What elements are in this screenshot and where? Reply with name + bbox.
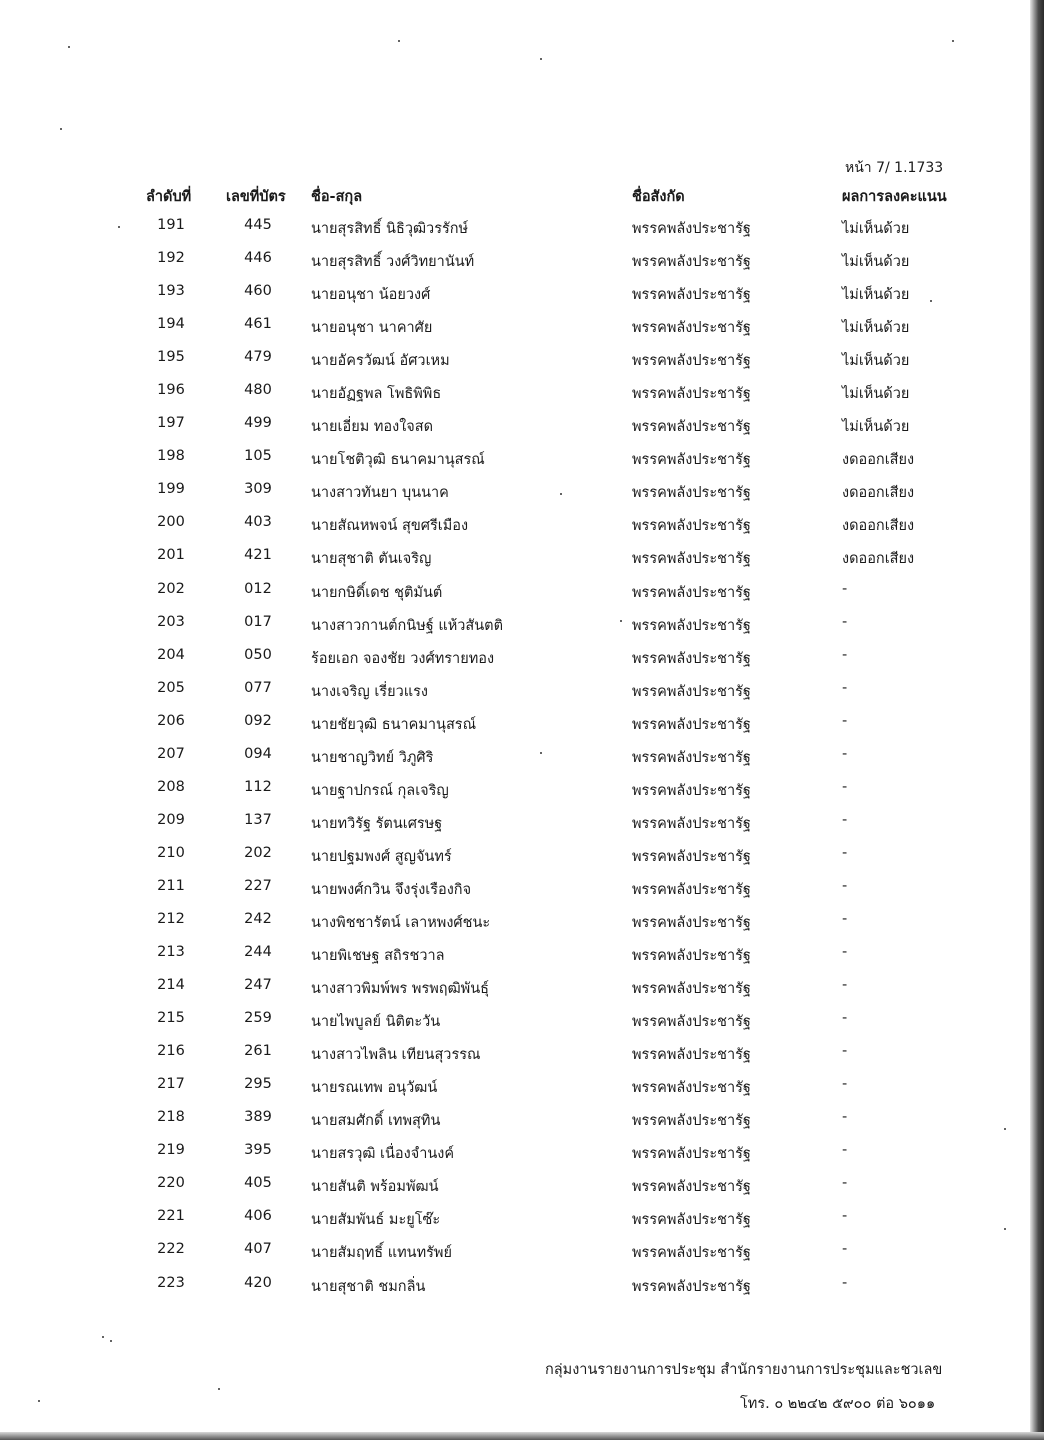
vote-result: - xyxy=(842,646,848,663)
member-name: นายเอี่ยม ทองใจสด xyxy=(311,419,434,436)
member-name: นายรณเทพ อนุวัฒน์ xyxy=(311,1080,438,1097)
member-name: นายสัณหพจน์ สุขศรีเมือง xyxy=(311,518,469,535)
row-number: 198 xyxy=(157,448,185,465)
table-row xyxy=(0,211,1044,244)
party-name: พรรคพลังประชารัฐ xyxy=(632,749,751,766)
vote-result: - xyxy=(842,811,848,828)
scan-speck xyxy=(218,1388,220,1390)
table-row xyxy=(0,1169,1044,1202)
vote-result: งดออกเสียง xyxy=(842,551,915,568)
vote-result: - xyxy=(842,613,848,630)
card-number: 480 xyxy=(244,382,272,399)
party-name: พรรคพลังประชารัฐ xyxy=(632,1179,751,1196)
member-name: ร้อยเอก จองชัย วงศ์ทรายทอง xyxy=(311,650,495,667)
table-row xyxy=(0,674,1044,707)
table-row xyxy=(0,541,1044,574)
member-name: นายสัมพันธ์ มะยูโซ๊ะ xyxy=(311,1212,441,1229)
member-name: นางสาวพิมพ์พร พรพฤฒิพันธุ์ xyxy=(311,981,490,998)
party-name: พรรคพลังประชารัฐ xyxy=(632,320,751,337)
party-name: พรรคพลังประชารัฐ xyxy=(632,914,751,931)
party-name: พรรคพลังประชารัฐ xyxy=(632,1146,751,1163)
table-row xyxy=(0,310,1044,343)
table-row xyxy=(0,376,1044,409)
vote-result: - xyxy=(842,944,848,961)
party-name: พรรคพลังประชารัฐ xyxy=(632,1278,751,1295)
party-name: พรรคพลังประชารัฐ xyxy=(632,254,751,271)
party-name: พรรคพลังประชารัฐ xyxy=(632,551,751,568)
vote-result: ไม่เห็นด้วย xyxy=(842,419,910,436)
vote-result: - xyxy=(842,1241,848,1258)
member-name: นายพิเชษฐ สถิรชวาล xyxy=(311,948,445,965)
row-number: 223 xyxy=(157,1274,185,1291)
table-row xyxy=(0,1235,1044,1268)
vote-result: - xyxy=(842,1175,848,1192)
row-number: 221 xyxy=(157,1208,185,1225)
table-row xyxy=(0,508,1044,541)
member-name: นายปฐมพงศ์ สูญจันทร์ xyxy=(311,848,452,865)
vote-result: งดออกเสียง xyxy=(842,485,915,502)
card-number: 242 xyxy=(244,910,272,927)
row-number: 204 xyxy=(157,646,185,663)
row-number: 203 xyxy=(157,613,185,630)
table-row xyxy=(0,707,1044,740)
card-number: 227 xyxy=(244,877,272,894)
party-name: พรรคพลังประชารัฐ xyxy=(632,353,751,370)
party-name: พรรคพลังประชารัฐ xyxy=(632,386,751,403)
member-name: นายโชติวุฒิ ธนาคมานุสรณ์ xyxy=(311,452,485,469)
vote-result: งดออกเสียง xyxy=(842,518,915,535)
table-row xyxy=(0,1037,1044,1070)
party-name: พรรคพลังประชารัฐ xyxy=(632,782,751,799)
member-name: นายอนุชา น้อยวงศ์ xyxy=(311,287,431,304)
page-reference: หน้า 7/ 1.1733 xyxy=(845,160,944,176)
table-row xyxy=(0,1070,1044,1103)
card-number: 421 xyxy=(244,547,272,564)
card-number: 094 xyxy=(244,745,272,762)
vote-result: ไม่เห็นด้วย xyxy=(842,254,910,271)
scan-speck xyxy=(952,40,954,42)
row-number: 218 xyxy=(157,1109,185,1126)
row-number: 194 xyxy=(157,316,185,333)
card-number: 092 xyxy=(244,712,272,729)
card-number: 259 xyxy=(244,1010,272,1027)
vote-result: - xyxy=(842,1208,848,1225)
card-number: 017 xyxy=(244,613,272,630)
member-name: นางสาวกานต์กนิษฐ์ แห้วสันตติ xyxy=(311,617,504,634)
card-number: 407 xyxy=(244,1241,272,1258)
row-number: 195 xyxy=(157,349,185,366)
table-row xyxy=(0,608,1044,641)
card-number: 295 xyxy=(244,1076,272,1093)
row-number: 197 xyxy=(157,415,185,432)
table-row xyxy=(0,343,1044,376)
scan-speck xyxy=(620,620,622,622)
card-number: 403 xyxy=(244,514,272,531)
vote-result: - xyxy=(842,778,848,795)
member-name: นางสาวทันยา บุนนาค xyxy=(311,485,449,502)
footer-phone: โทร. ๐ ๒๒๔๒ ๕๙๐๐ ต่อ ๖๐๑๑ xyxy=(740,1396,936,1412)
party-name: พรรคพลังประชารัฐ xyxy=(632,948,751,965)
vote-result: - xyxy=(842,580,848,597)
vote-result: ไม่เห็นด้วย xyxy=(842,386,910,403)
table-row xyxy=(0,575,1044,608)
card-number: 389 xyxy=(244,1109,272,1126)
member-name: นายฐาปกรณ์ กุลเจริญ xyxy=(311,782,449,799)
member-name: นางเจริญ เรี่ยวแรง xyxy=(311,683,428,700)
member-name: นายสุชาติ ตันเจริญ xyxy=(311,551,432,568)
party-name: พรรคพลังประชารัฐ xyxy=(632,584,751,601)
scan-speck xyxy=(38,1400,40,1402)
scan-edge-right xyxy=(1030,0,1044,1440)
party-name: พรรคพลังประชารัฐ xyxy=(632,981,751,998)
card-number: 420 xyxy=(244,1274,272,1291)
row-number: 217 xyxy=(157,1076,185,1093)
vote-result: - xyxy=(842,1274,848,1291)
member-name: นายทวิรัฐ รัตนเศรษฐ xyxy=(311,815,443,832)
row-number: 214 xyxy=(157,977,185,994)
member-name: นายสัมฤทธิ์ แทนทรัพย์ xyxy=(311,1245,452,1262)
row-number: 210 xyxy=(157,844,185,861)
table-row xyxy=(0,641,1044,674)
party-name: พรรคพลังประชารัฐ xyxy=(632,1245,751,1262)
row-number: 222 xyxy=(157,1241,185,1258)
vote-table xyxy=(0,211,1044,1302)
table-row xyxy=(0,773,1044,806)
card-number: 445 xyxy=(244,217,272,233)
row-number: 192 xyxy=(157,250,185,267)
scan-speck xyxy=(1004,1128,1006,1130)
table-row xyxy=(0,1103,1044,1136)
table-row xyxy=(0,938,1044,971)
card-number: 309 xyxy=(244,481,272,498)
scan-speck xyxy=(540,752,542,754)
member-name: นายอัฏฐพล โพธิพิพิธ xyxy=(311,386,442,403)
party-name: พรรคพลังประชารัฐ xyxy=(632,716,751,733)
table-row xyxy=(0,1004,1044,1037)
party-name: พรรคพลังประชารัฐ xyxy=(632,617,751,634)
party-name: พรรคพลังประชารัฐ xyxy=(632,650,751,667)
row-number: 199 xyxy=(157,481,185,498)
scan-speck xyxy=(930,300,932,302)
card-number: 406 xyxy=(244,1208,272,1225)
member-name: นายอนุชา นาคาศัย xyxy=(311,320,433,337)
vote-result: - xyxy=(842,1010,848,1027)
vote-result: ไม่เห็นด้วย xyxy=(842,221,910,237)
vote-result: ไม่เห็นด้วย xyxy=(842,353,910,370)
member-name: นายกษิดิ์เดช ชุติมันต์ xyxy=(311,584,443,601)
footer-office: กลุ่มงานรายงานการประชุม สำนักรายงานการประชุมและชวเลข xyxy=(545,1362,943,1378)
table-row xyxy=(0,1202,1044,1235)
row-number: 215 xyxy=(157,1010,185,1027)
member-name: นายสมศักดิ์ เทพสุทิน xyxy=(311,1113,441,1130)
table-row xyxy=(0,872,1044,905)
table-row xyxy=(0,475,1044,508)
vote-result: - xyxy=(842,712,848,729)
card-number: 460 xyxy=(244,283,272,300)
scan-speck xyxy=(1004,1228,1006,1230)
scan-speck xyxy=(102,1336,104,1338)
party-name: พรรคพลังประชารัฐ xyxy=(632,1080,751,1097)
member-name: นางพิชชารัตน์ เลาหพงศ์ชนะ xyxy=(311,914,491,931)
vote-result: - xyxy=(842,844,848,861)
table-row xyxy=(0,971,1044,1004)
vote-result: - xyxy=(842,1142,848,1159)
member-name: นายสุรสิทธิ์ นิธิวุฒิวรรักษ์ xyxy=(311,221,469,237)
card-number: 244 xyxy=(244,944,272,961)
card-number: 012 xyxy=(244,580,272,597)
row-number: 208 xyxy=(157,778,185,795)
row-number: 211 xyxy=(157,877,185,894)
vote-result: - xyxy=(842,1109,848,1126)
header-vote: ผลการลงคะแนน xyxy=(842,189,947,205)
card-number: 395 xyxy=(244,1142,272,1159)
row-number: 220 xyxy=(157,1175,185,1192)
row-number: 200 xyxy=(157,514,185,531)
vote-result: งดออกเสียง xyxy=(842,452,915,469)
party-name: พรรคพลังประชารัฐ xyxy=(632,1047,751,1064)
scan-speck xyxy=(60,128,62,130)
row-number: 216 xyxy=(157,1043,185,1060)
vote-result: - xyxy=(842,1043,848,1060)
card-number: 202 xyxy=(244,844,272,861)
scan-speck xyxy=(560,493,562,495)
row-number: 191 xyxy=(157,217,185,233)
row-number: 207 xyxy=(157,745,185,762)
vote-result: - xyxy=(842,877,848,894)
table-row xyxy=(0,905,1044,938)
table-row xyxy=(0,1136,1044,1169)
card-number: 446 xyxy=(244,250,272,267)
party-name: พรรคพลังประชารัฐ xyxy=(632,1212,751,1229)
table-row xyxy=(0,806,1044,839)
row-number: 213 xyxy=(157,944,185,961)
member-name: นายชัยวุฒิ ธนาคมานุสรณ์ xyxy=(311,716,477,733)
row-number: 219 xyxy=(157,1142,185,1159)
vote-result: - xyxy=(842,1076,848,1093)
card-number: 077 xyxy=(244,679,272,696)
row-number: 193 xyxy=(157,283,185,300)
row-number: 202 xyxy=(157,580,185,597)
member-name: นายสันติ พร้อมพัฒน์ xyxy=(311,1179,439,1196)
party-name: พรรคพลังประชารัฐ xyxy=(632,815,751,832)
party-name: พรรคพลังประชารัฐ xyxy=(632,518,751,535)
card-number: 105 xyxy=(244,448,272,465)
card-number: 405 xyxy=(244,1175,272,1192)
table-row xyxy=(0,442,1044,475)
member-name: นายชาญวิทย์ วิภูศิริ xyxy=(311,749,434,766)
row-number: 206 xyxy=(157,712,185,729)
vote-result: ไม่เห็นด้วย xyxy=(842,320,910,337)
header-card: เลขที่บัตร xyxy=(226,189,286,205)
scan-speck xyxy=(118,226,120,228)
table-row xyxy=(0,839,1044,872)
member-name: นายอัครวัฒน์ อัศวเหม xyxy=(311,353,450,370)
party-name: พรรคพลังประชารัฐ xyxy=(632,419,751,436)
header-no: ลำดับที่ xyxy=(146,189,192,205)
party-name: พรรคพลังประชารัฐ xyxy=(632,1014,751,1031)
vote-result: - xyxy=(842,910,848,927)
header-party: ชื่อสังกัด xyxy=(632,189,685,205)
card-number: 499 xyxy=(244,415,272,432)
vote-result: ไม่เห็นด้วย xyxy=(842,287,910,304)
member-name: นายสรวุฒิ เนื่องจำนงค์ xyxy=(311,1146,455,1163)
table-row xyxy=(0,277,1044,310)
scan-speck xyxy=(110,1340,112,1342)
party-name: พรรคพลังประชารัฐ xyxy=(632,1113,751,1130)
vote-result: - xyxy=(842,679,848,696)
scan-edge-bottom xyxy=(0,1432,1044,1440)
party-name: พรรคพลังประชารัฐ xyxy=(632,221,751,237)
scan-speck xyxy=(398,40,400,42)
vote-result: - xyxy=(842,745,848,762)
scan-speck xyxy=(540,58,542,60)
table-row xyxy=(0,244,1044,277)
card-number: 247 xyxy=(244,977,272,994)
party-name: พรรคพลังประชารัฐ xyxy=(632,881,751,898)
row-number: 196 xyxy=(157,382,185,399)
party-name: พรรคพลังประชารัฐ xyxy=(632,485,751,502)
card-number: 137 xyxy=(244,811,272,828)
party-name: พรรคพลังประชารัฐ xyxy=(632,683,751,700)
row-number: 209 xyxy=(157,811,185,828)
card-number: 050 xyxy=(244,646,272,663)
member-name: นายสุรสิทธิ์ วงศ์วิทยานันท์ xyxy=(311,254,475,271)
party-name: พรรคพลังประชารัฐ xyxy=(632,848,751,865)
header-name: ชื่อ-สกุล xyxy=(311,189,363,205)
table-row xyxy=(0,409,1044,442)
row-number: 201 xyxy=(157,547,185,564)
member-name: นายไพบูลย์ นิติตะวัน xyxy=(311,1014,441,1031)
card-number: 461 xyxy=(244,316,272,333)
row-number: 212 xyxy=(157,910,185,927)
vote-result: - xyxy=(842,977,848,994)
table-row xyxy=(0,740,1044,773)
table-row xyxy=(0,1269,1044,1302)
member-name: นางสาวไพลิน เทียนสุวรรณ xyxy=(311,1047,481,1064)
card-number: 479 xyxy=(244,349,272,366)
scan-speck xyxy=(68,46,70,48)
card-number: 261 xyxy=(244,1043,272,1060)
member-name: นายสุชาติ ชมกลิ่น xyxy=(311,1278,426,1295)
card-number: 112 xyxy=(244,778,272,795)
row-number: 205 xyxy=(157,679,185,696)
party-name: พรรคพลังประชารัฐ xyxy=(632,452,751,469)
member-name: นายพงศ์กวิน จึงรุ่งเรืองกิจ xyxy=(311,881,472,898)
party-name: พรรคพลังประชารัฐ xyxy=(632,287,751,304)
